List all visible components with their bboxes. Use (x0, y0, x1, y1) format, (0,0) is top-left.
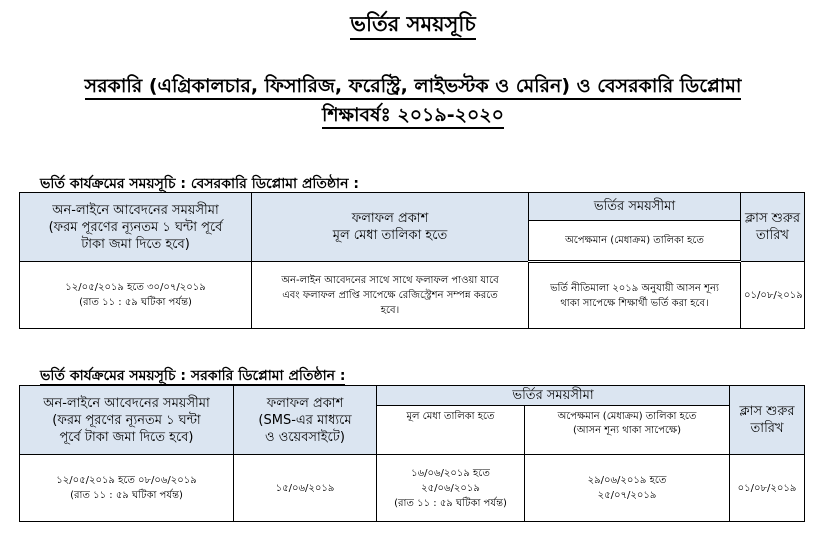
govt-section-heading: ভর্তি কার্যক্রমের সময়সূচি : সরকারি ডিপ্লোমা প্রতিষ্ঠান : (40, 368, 346, 384)
class-start-header: ক্লাস শুরুর তারিখ (730, 386, 805, 455)
waiting-list-admission-period: ২৯/০৬/২০১৯ হতে ২৫/০৭/২০১৯ (525, 455, 730, 522)
private-section-heading: ভর্তি কার্যক্রমের সময়সূচি : বেসরকারি ডিপ্লোমা প্রতিষ্ঠান : (40, 176, 359, 192)
class-start-date: ০১/০৮/২০১৯ (741, 262, 805, 329)
result-publication-header: ফলাফল প্রকাশ (SMS-এর মাধ্যমে ও ওয়েবসাইটে) (234, 386, 377, 455)
main-merit-admission-period: ১৬/০৬/২০১৯ হতে ২৫/০৬/২০১৯ (রাত ১১ : ৫৯ ঘটিকা পর্যন্ত) (377, 455, 525, 522)
govt-schedule-table (19, 385, 805, 522)
result-publication-note: অন-লাইন আবেদনের সাথে সাথে ফলাফল পাওয়া যাবে এবং ফলাফল প্রাপ্তি সাপেক্ষে রেজিস্ট্রেশন সম্পন্ন করতে হবে। (252, 262, 529, 329)
document-subtitle: সরকারি (এগ্রিকালচার, ফিসারিজ, ফরেস্ট্রি, লাইভস্টক ও মেরিন) ও বেসরকারি ডিপ্লোমা (0, 72, 826, 104)
online-application-header: অন-লাইনে আবেদনের সময়সীমা (ফরম পূরণের ন্যূনতম ১ ঘন্টা পূর্বে টাকা জমা দিতে হবে) (20, 193, 252, 262)
page-title: ভর্তির সময়সূচি (0, 8, 826, 43)
admission-period-header: ভর্তির সময়সীমা (529, 193, 741, 221)
online-application-header: অন-লাইনে আবেদনের সময়সীমা (ফরম পূরণের ন্যূনতম ১ ঘন্টা পূর্বে টাকা জমা দিতে হবে) (20, 386, 234, 455)
online-application-period: ১২/০৫/২০১৯ হতে ৩০/০৭/২০১৯ (রাত ১১ : ৫৯ ঘটিকা পর্যন্ত) (20, 262, 252, 329)
result-publication-date: ১৫/০৬/২০১৯ (234, 455, 377, 522)
admission-period-header: ভর্তির সময়সীমা (377, 386, 730, 406)
private-schedule-table (19, 192, 805, 329)
main-merit-list-header: মূল মেধা তালিকা হতে (377, 406, 525, 455)
session-label: শিক্ষাবর্ষঃ ২০১৯-২০২০ (0, 101, 826, 133)
admission-note: ভর্তি নীতিমালা ২০১৯ অনুযায়ী আসন শূন্য থাকা সাপেক্ষে শিক্ষার্থী ভর্তি করা হবে। (529, 262, 741, 329)
class-start-header: ক্লাস শুরুর তারিখ (741, 193, 805, 262)
waiting-list-header: অপেক্ষমান (মেধাক্রম) তালিকা হতে (আসন শূন্য থাকা সাপেক্ষে) (525, 406, 730, 455)
result-publication-header: ফলাফল প্রকাশ মূল মেধা তালিকা হতে (252, 193, 529, 262)
waiting-list-header: অপেক্ষমান (মেধাক্রম) তালিকা হতে (529, 221, 741, 262)
online-application-period: ১২/০৫/২০১৯ হতে ০৮/০৬/২০১৯ (রাত ১১ : ৫৯ ঘটিকা পর্যন্ত) (20, 455, 234, 522)
class-start-date: ০১/০৮/২০১৯ (730, 455, 805, 522)
